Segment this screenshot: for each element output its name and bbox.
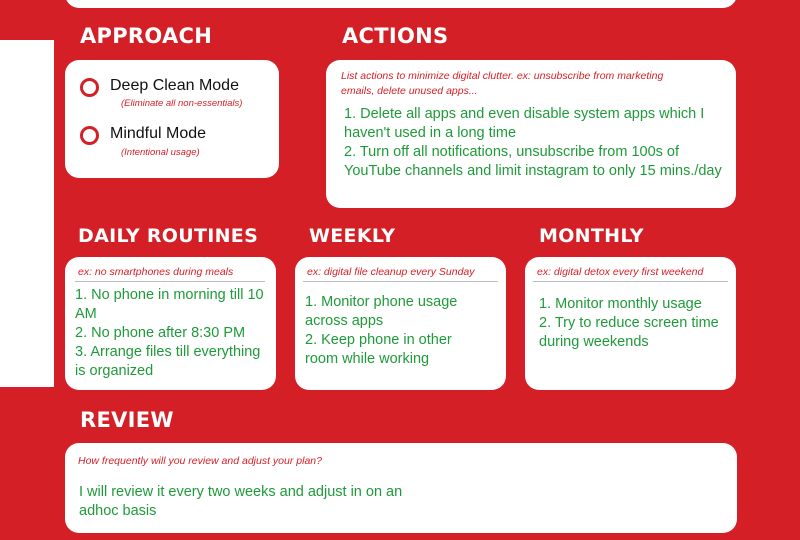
daily-item-2: 2. No phone after 8:30 PM [75,325,246,341]
weekly-hint-underline [303,281,498,282]
actions-card [326,60,736,208]
left-panel-edge [0,40,54,387]
mindful-label: Mindful Mode [110,125,207,142]
actions-heading: ACTIONS [342,24,449,48]
deep-clean-radio[interactable] [80,78,99,97]
daily-card [65,257,276,390]
weekly-item-2: 2. Keep phone in other room while working [305,332,452,367]
actions-hint-line2: emails, delete unused apps... [341,85,478,97]
weekly-card [295,257,506,390]
weekly-item-1: 1. Monitor phone usage across apps [305,294,458,329]
daily-answer[interactable] [75,286,270,381]
monthly-item-1: 1. Monitor monthly usage [539,296,702,312]
daily-hint: ex: no smartphones during meals [78,266,234,278]
action-item-2: 2. Turn off all notifications, unsubscribe from 100s of YouTube channels and limit instagram to only 15 mins./day [344,144,722,179]
approach-card [65,60,279,178]
actions-answer[interactable] [344,105,726,181]
review-card [65,443,737,533]
monthly-heading: MONTHLY [539,225,644,247]
deep-clean-sub: (Eliminate all non-essentials) [121,98,243,109]
weekly-heading: WEEKLY [309,225,396,247]
daily-heading: DAILY ROUTINES [78,225,259,247]
review-answer[interactable]: I will review it every two weeks and adjust in on an adhoc basis [79,484,403,519]
deep-clean-label: Deep Clean Mode [110,77,239,94]
review-heading: REVIEW [80,408,174,432]
daily-item-3: 3. Arrange files till everything is organized [75,344,261,379]
review-hint: How frequently will you review and adjust your plan? [78,455,322,467]
monthly-item-2: 2. Try to reduce screen time during weekends [539,315,719,350]
approach-heading: APPROACH [80,24,213,48]
weekly-answer[interactable] [305,293,485,369]
monthly-answer[interactable] [539,295,729,352]
action-item-1: 1. Delete all apps and even disable system apps which I haven't used in a long time [344,106,705,141]
monthly-hint: ex: digital detox every first weekend [537,266,704,278]
monthly-card [525,257,736,390]
monthly-hint-underline [533,281,728,282]
daily-hint-underline [75,281,265,282]
weekly-hint: ex: digital file cleanup every Sunday [307,266,475,278]
actions-hint-line1: List actions to minimize digital clutter. ex: unsubscribe from marketing [341,70,664,82]
top-card-edge [65,0,737,8]
mindful-radio[interactable] [80,126,99,145]
daily-item-1: 1. No phone in morning till 10 AM [75,287,264,322]
mindful-sub: (Intentional usage) [121,147,200,158]
